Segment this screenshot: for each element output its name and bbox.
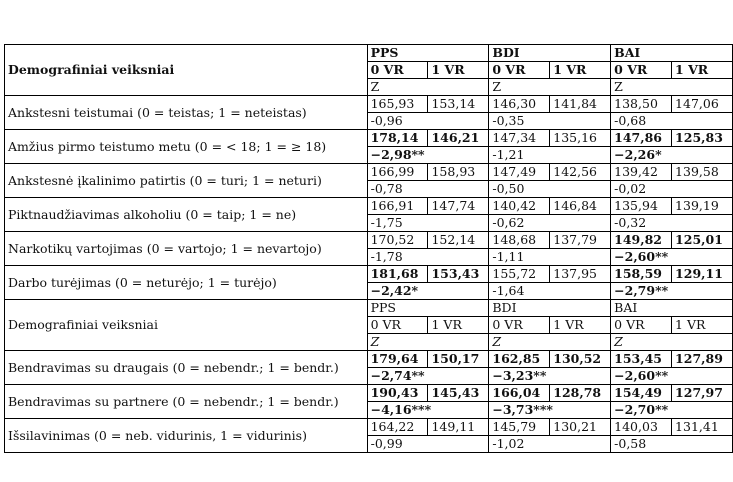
mean-cell: 152,14 [428,232,489,249]
mean-cell: 190,43 [367,385,428,402]
mean-cell: 131,41 [672,419,733,436]
mean-cell: 138,50 [611,96,672,113]
mean-cell: 166,99 [367,164,428,181]
z-cell: -0,96 [367,113,489,130]
mean-cell: 149,11 [428,419,489,436]
mean-cell: 125,83 [672,130,733,147]
mean-cell: 130,21 [550,419,611,436]
mean-cell: 162,85 [489,351,550,368]
results-table [4,44,733,453]
mean-cell: 127,89 [672,351,733,368]
z-cell: -0,35 [489,113,611,130]
mean-cell: 142,56 [550,164,611,181]
mean-cell: 137,95 [550,266,611,283]
row-label: Bendravimas su draugais (0 = nebendr.; 1 = bendr.) [5,351,368,385]
mean-cell: 140,42 [489,198,550,215]
col-group-bai: BAI [611,300,733,317]
mean-cell: 179,64 [367,351,428,368]
col-sub: 1 VR [550,317,611,334]
row-label: Narkotikų vartojimas (0 = vartojo; 1 = nevartojo) [5,232,368,266]
header-demographic-2: Demografiniai veiksniai [5,300,368,351]
row-label: Išsilavinimas (0 = neb. vidurinis, 1 = vidurinis) [5,419,368,453]
mean-cell: 153,43 [428,266,489,283]
mean-cell: 146,21 [428,130,489,147]
mean-cell: 137,79 [550,232,611,249]
col-sub: 0 VR [611,317,672,334]
row-label: Piktnaudžiavimas alkoholiu (0 = taip; 1 = ne) [5,198,368,232]
z-cell: −3,23** [489,368,611,385]
mean-cell: 147,06 [672,96,733,113]
mean-cell: 178,14 [367,130,428,147]
col-sub: 1 VR [428,62,489,79]
mean-cell: 146,84 [550,198,611,215]
mean-cell: 147,49 [489,164,550,181]
col-sub: 0 VR [489,62,550,79]
z-cell: -1,02 [489,436,611,453]
z-cell: −4,16*** [367,402,489,419]
col-sub: 1 VR [428,317,489,334]
mean-cell: 164,22 [367,419,428,436]
col-sub: 1 VR [672,62,733,79]
z-cell: −2,60** [611,368,733,385]
mean-cell: 149,82 [611,232,672,249]
z-cell: -1,11 [489,249,611,266]
col-stat: Z [489,334,611,351]
col-group-bdi: BDI [489,300,611,317]
mean-cell: 165,93 [367,96,428,113]
mean-cell: 158,59 [611,266,672,283]
header-demographic: Demografiniai veiksniai [5,45,368,96]
mean-cell: 147,74 [428,198,489,215]
col-stat: Z [367,79,489,96]
col-stat: Z [489,79,611,96]
mean-cell: 125,01 [672,232,733,249]
mean-cell: 147,86 [611,130,672,147]
z-cell: -1,78 [367,249,489,266]
mean-cell: 135,16 [550,130,611,147]
mean-cell: 130,52 [550,351,611,368]
row-label: Ankstesni teistumai (0 = teistas; 1 = neteistas) [5,96,368,130]
z-cell: -1,64 [489,283,611,300]
col-sub: 1 VR [672,317,733,334]
z-cell: -0,99 [367,436,489,453]
mean-cell: 127,97 [672,385,733,402]
col-group-pps: PPS [367,45,489,62]
mean-cell: 154,49 [611,385,672,402]
col-group-bdi: BDI [489,45,611,62]
col-sub: 0 VR [367,317,428,334]
z-cell: -0,02 [611,181,733,198]
z-cell: -0,62 [489,215,611,232]
mean-cell: 140,03 [611,419,672,436]
mean-cell: 145,43 [428,385,489,402]
col-sub: 0 VR [489,317,550,334]
mean-cell: 166,91 [367,198,428,215]
z-cell: −2,42* [367,283,489,300]
mean-cell: 166,04 [489,385,550,402]
col-sub: 0 VR [611,62,672,79]
mean-cell: 145,79 [489,419,550,436]
col-sub: 1 VR [550,62,611,79]
z-cell: -0,68 [611,113,733,130]
col-stat: Z [611,334,733,351]
z-cell: −2,26* [611,147,733,164]
mean-cell: 170,52 [367,232,428,249]
z-cell: -0,50 [489,181,611,198]
z-cell: −2,60** [611,249,733,266]
mean-cell: 148,68 [489,232,550,249]
col-stat: Z [367,334,489,351]
z-cell: -1,75 [367,215,489,232]
mean-cell: 153,14 [428,96,489,113]
mean-cell: 129,11 [672,266,733,283]
mean-cell: 141,84 [550,96,611,113]
z-cell: −3,73*** [489,402,611,419]
col-stat: Z [611,79,733,96]
mean-cell: 158,93 [428,164,489,181]
col-group-pps: PPS [367,300,489,317]
z-cell: −2,74** [367,368,489,385]
mean-cell: 139,42 [611,164,672,181]
z-cell: -0,32 [611,215,733,232]
mean-cell: 135,94 [611,198,672,215]
z-cell: -0,78 [367,181,489,198]
row-label: Ankstesnė įkalinimo patirtis (0 = turi; 1 = neturi) [5,164,368,198]
mean-cell: 150,17 [428,351,489,368]
row-label: Bendravimas su partnere (0 = nebendr.; 1 = bendr.) [5,385,368,419]
col-group-bai: BAI [611,45,733,62]
mean-cell: 155,72 [489,266,550,283]
z-cell: -1,21 [489,147,611,164]
row-label: Darbo turėjimas (0 = neturėjo; 1 = turėjo) [5,266,368,300]
mean-cell: 147,34 [489,130,550,147]
z-cell: −2,79** [611,283,733,300]
mean-cell: 181,68 [367,266,428,283]
z-cell: −2,70** [611,402,733,419]
mean-cell: 139,19 [672,198,733,215]
mean-cell: 146,30 [489,96,550,113]
z-cell: -0,58 [611,436,733,453]
z-cell: −2,98** [367,147,489,164]
mean-cell: 153,45 [611,351,672,368]
mean-cell: 128,78 [550,385,611,402]
col-sub: 0 VR [367,62,428,79]
mean-cell: 139,58 [672,164,733,181]
row-label: Amžius pirmo teistumo metu (0 = < 18; 1 = ≥ 18) [5,130,368,164]
